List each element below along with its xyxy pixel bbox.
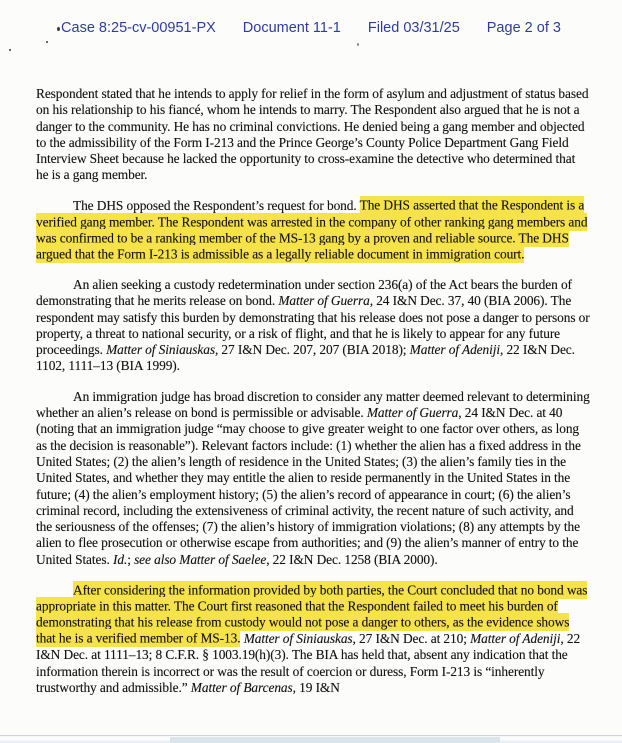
pdf-stamp-header <box>0 20 622 36</box>
document-number: Document 11-1 <box>242 20 341 36</box>
text-segment: An alien seeking a custody redetermination under section 236(a) of the Act bears the burden of demonstrating that he merits release on bond. <box>36 276 572 309</box>
text-segment: Respondent stated that he intends to apply for relief in the form of asylum and adjustment of status based on his relationship to his fiancé, whom he intends to marry. The Respondent also argued that he is not a danger to the community. He has no criminal convictions. He denied being a gang member and objected to the admissibility of the Form I-213 and the Prince George’s County Police Department Gang Field Interview Sheet because he lacked the opportunity to cross-examine the detective who determined that he is a gang member. <box>36 86 589 183</box>
text-segment: , 27 I&N Dec. 207, 207 (BIA 2018); <box>214 342 410 358</box>
paragraph <box>36 582 590 696</box>
text-segment: , 19 I&N <box>292 679 340 695</box>
text-segment: Matter of Guerra <box>366 405 459 421</box>
text-segment: Matter of Siniauskas <box>243 630 353 646</box>
text-segment: , 22 I&N Dec. 1102, 1111–13 (BIA 1999). <box>36 342 575 374</box>
bottom-window-edge <box>0 735 622 743</box>
text-segment: Matter of Adeniji <box>470 630 561 646</box>
text-segment: see also Matter of Saelee <box>134 551 267 567</box>
document-body <box>36 86 590 710</box>
paragraph <box>36 86 590 184</box>
paragraph <box>36 389 590 568</box>
text-segment: Matter of Adeniji <box>409 342 500 358</box>
text-segment: , 27 I&N Dec. at 210; <box>352 630 471 646</box>
text-segment: , 22 I&N Dec. 1258 (BIA 2000). <box>266 551 438 567</box>
bottom-edge-segment <box>170 737 500 743</box>
scan-speck <box>9 49 11 51</box>
text-segment: , 24 I&N Dec. 37, 40 (BIA 2006). The respondent may satisfy this burden by demonstrating that his release does not pose a danger to persons or property, a threat to national security, or a risk of flight, and that he is likely to appear for any future proceedings. <box>36 293 590 358</box>
paragraph <box>36 198 590 263</box>
text-segment: Matter of Barcenas <box>190 679 293 695</box>
text-segment: , 24 I&N Dec. at 40 (noting that an immigration judge “may choose to give greater weight to one factor over others, as long as the decision is reasonable”). Relevant factors include: (1) whether the alien has a fixed address in the United States; (2) the alien’s length of residence in the United States; (3) the alien’s family ties in the United States, and whether they may entitle the alien to reside permanently in the United States in the future; (4) the alien’s employment history; (5) the alien’s record of appearance in court; (6) the alien’s criminal record, including the extensiveness of criminal activity, the recent nature of such activity, and the seriousness of the offenses; (7) the alien’s history of immigration violations; (8) any attempts by the alien to flee prosecution or otherwise escape from authorities; and (9) the alien’s manner of entry to the United States. <box>36 405 581 567</box>
page-number: Page 2 of 3 <box>486 20 561 36</box>
text-segment: , 22 I&N Dec. at 1111–13; 8 C.F.R. § 1003.19(h)(3). The BIA has held that, absent any indication that the information therein is incorrect or was the result of coercion or duress, Form I-213 is “inherently trustworthy and admissible.” <box>36 630 581 695</box>
case-number: Case 8:25-cv-00951-PX <box>61 20 216 36</box>
text-segment: The DHS opposed the Respondent’s request for bond. <box>73 197 360 213</box>
text-segment: An immigration judge has broad discretion to consider any matter deemed relevant to determining whether an alien’s release on bond is permissible or advisable. <box>36 388 590 421</box>
scan-speck <box>46 41 48 43</box>
text-segment: ; <box>127 551 135 567</box>
text-segment: Matter of Siniauskas <box>106 342 215 358</box>
filed-date: Filed 03/31/25 <box>367 20 460 36</box>
paragraph <box>36 277 590 375</box>
text-segment: Id. <box>112 551 128 567</box>
highlighted-text: The DHS asserted that the Respondent is a verified gang member. The Respondent was arrested in the company of other ranking gang members and was confirmed to be a ranking member of the MS-13 gang by a proven and reliable source. The DHS argued that the Form I-213 is admissible as a legally reliable document in immigration court. <box>36 197 588 262</box>
highlighted-text: After considering the information provided by both parties, the Court concluded that no bond was appropriate in this matter. The Court first reasoned that the Respondent failed to meet his burden of demonstrating that his release from custody would not pose a danger to others, as the evidence shows that he is a verified member of MS-13. <box>36 582 588 646</box>
scan-speck <box>357 43 359 46</box>
text-segment: Matter of Guerra <box>278 293 370 309</box>
